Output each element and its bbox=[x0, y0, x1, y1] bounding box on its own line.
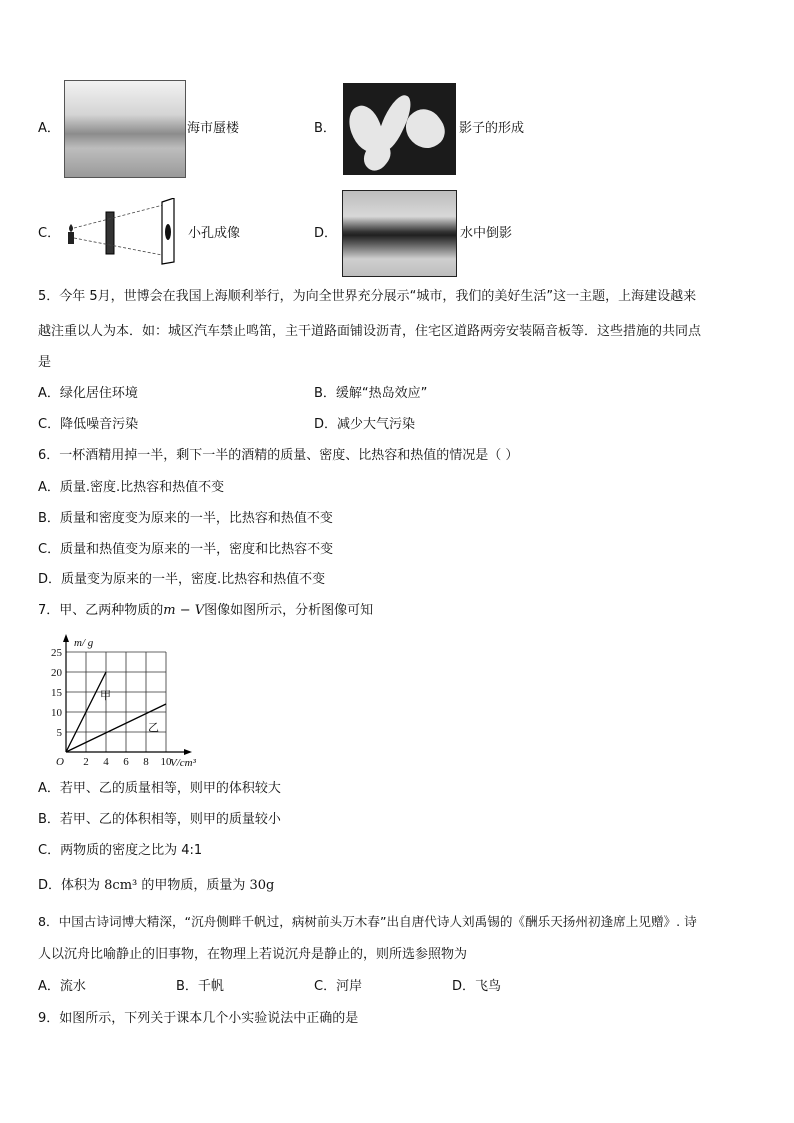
q7-stem-suffix: 图像如图所示，分析图像可知 bbox=[204, 603, 374, 618]
x-tick-label: 10 bbox=[160, 756, 172, 768]
pinhole-camera-diagram bbox=[62, 198, 192, 268]
q7-option-d-prefix: D．体积为 bbox=[38, 878, 105, 893]
mirage-photo bbox=[64, 80, 186, 178]
q7-option-d-mass: 30g bbox=[249, 878, 275, 893]
y-tick-label: 20 bbox=[51, 667, 62, 679]
x-tick-label: 4 bbox=[103, 756, 109, 768]
q8-stem-line1: 8．中国古诗词博大精深，“沉舟侧畔千帆过，病树前头万木春”出自唐代诗人刘禹锡的《酬乐天扬州初逢席上见赠》. 诗 bbox=[38, 914, 697, 929]
series-label-jia: 甲 bbox=[100, 689, 111, 703]
series-label-yi: 乙 bbox=[148, 721, 159, 735]
q6-stem: 6．一杯酒精用掉一半，剩下一半的酒精的质量、密度、比热容和热值的情况是（ ） bbox=[38, 448, 519, 463]
y-axis-label: m/ g bbox=[74, 637, 94, 649]
q8-option-b: B．千帆 bbox=[176, 979, 224, 994]
option-caption: 小孔成像 bbox=[188, 226, 241, 241]
option-caption: 海市蜃楼 bbox=[187, 121, 240, 136]
chart-grid bbox=[66, 652, 166, 752]
y-tick-label: 10 bbox=[51, 707, 62, 719]
q5-option-a: A．绿化居住环境 bbox=[38, 386, 138, 401]
y-tick-label: 15 bbox=[51, 687, 62, 699]
mass-volume-chart bbox=[36, 630, 236, 780]
x-tick-label: 6 bbox=[123, 756, 129, 768]
x-axis-arrow bbox=[184, 749, 192, 755]
reflection-photo bbox=[342, 190, 457, 277]
q7-option-b: B．若甲、乙的体积相等，则甲的质量较小 bbox=[38, 812, 281, 827]
q6-option-d: D．质量变为原来的一半，密度.比热容和热值不变 bbox=[38, 572, 326, 587]
x-tick-label: 8 bbox=[143, 756, 149, 768]
option-caption: 水中倒影 bbox=[460, 226, 513, 241]
y-tick-label: 25 bbox=[51, 647, 62, 659]
x-axis-label: V/cm³ bbox=[170, 757, 196, 769]
q5-stem-line2: 越注重以人为本．如：城区汽车禁止鸣笛，主干道路面铺设沥青，住宅区道路两旁安装隔音板等．这些措施的共同点 bbox=[38, 324, 702, 339]
q6-option-a: A．质量.密度.比热容和热值不变 bbox=[38, 480, 225, 495]
q8-option-d: D．飞鸟 bbox=[452, 979, 502, 994]
shadow-play-photo bbox=[343, 83, 456, 175]
q5-stem-line3: 是 bbox=[38, 355, 52, 370]
q6-option-c: C．质量和热值变为原来的一半，密度和比热容不变 bbox=[38, 542, 334, 557]
q9-stem: 9．如图所示，下列关于课本几个小实验说法中正确的是 bbox=[38, 1011, 359, 1026]
option-letter: B． bbox=[314, 121, 336, 136]
q7-option-a: A．若甲、乙的质量相等，则甲的体积较大 bbox=[38, 781, 281, 796]
q6-option-b: B．质量和密度变为原来的一半，比热容和热值不变 bbox=[38, 511, 333, 526]
q7-stem-math: m − V bbox=[163, 603, 205, 618]
q5-stem-line1: 5．今年 5月，世博会在我国上海顺利举行，为向全世界充分展示“城市，我们的美好生活”这一主题，上海建设越来 bbox=[38, 289, 697, 304]
q7-stem-prefix: 7．甲、乙两种物质的 bbox=[38, 603, 164, 618]
x-tick-label: 2 bbox=[83, 756, 89, 768]
q7-stem bbox=[38, 603, 373, 619]
y-axis-arrow bbox=[63, 634, 69, 642]
option-letter: A． bbox=[38, 121, 60, 136]
option-caption: 影子的形成 bbox=[459, 121, 525, 136]
option-letter: D． bbox=[314, 226, 338, 241]
q5-option-b: B．缓解“热岛效应” bbox=[314, 386, 428, 401]
q5-option-c: C．降低噪音污染 bbox=[38, 417, 139, 432]
q8-option-c: C．河岸 bbox=[314, 979, 363, 994]
q8-stem-line2: 人以沉舟比喻静止的旧事物，在物理上若说沉舟是静止的，则所选参照物为 bbox=[38, 947, 468, 962]
origin-label: O bbox=[56, 756, 64, 768]
q7-option-d-volume: 8cm³ bbox=[104, 878, 138, 893]
option-letter: C． bbox=[38, 226, 61, 241]
q7-option-d-mid: 的甲物质，质量为 bbox=[137, 878, 250, 893]
q5-option-d: D．减少大气污染 bbox=[314, 417, 416, 432]
q7-option-c: C．两物质的密度之比为 4:1 bbox=[38, 843, 203, 858]
y-tick-label: 5 bbox=[56, 727, 62, 739]
q7-option-d bbox=[38, 878, 274, 894]
q8-option-a: A．流水 bbox=[38, 979, 86, 994]
